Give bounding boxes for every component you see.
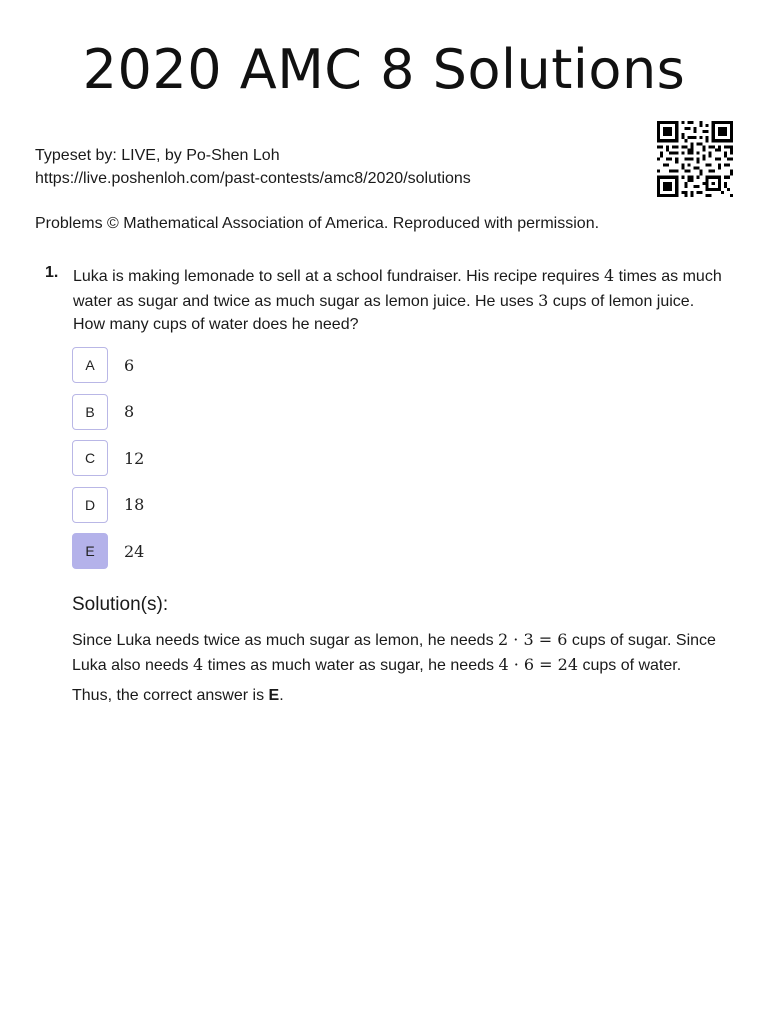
math-inline: 4 · 6 = 24 bbox=[498, 654, 578, 674]
answer-letter: E bbox=[268, 687, 280, 704]
typeset-credit: Typeset by: LIVE, by Po-Shen Loh bbox=[35, 147, 280, 164]
qr-code-icon bbox=[657, 121, 733, 197]
choice-d bbox=[72, 486, 144, 524]
choice-c-button[interactable]: C bbox=[72, 440, 108, 476]
choice-d-button[interactable]: D bbox=[72, 487, 108, 523]
choice-d-value: 18 bbox=[124, 495, 145, 514]
answer-text: Thus, the correct answer is bbox=[72, 687, 269, 704]
problem-text: Luka is making lemonade to sell at a school fundraiser. His recipe requires bbox=[73, 268, 604, 285]
answer-text: . bbox=[279, 687, 284, 704]
problem-number: 1. bbox=[45, 264, 59, 281]
choice-a-button[interactable]: A bbox=[72, 347, 108, 383]
math-inline: 4 bbox=[192, 654, 204, 674]
problem-statement bbox=[73, 264, 725, 337]
solution-text: times as much water as sugar, he needs bbox=[203, 656, 499, 674]
math-inline: 4 bbox=[603, 266, 615, 285]
choice-a-value: 6 bbox=[124, 355, 135, 375]
answer-choices bbox=[72, 346, 144, 579]
page-title: 2020 AMC 8 Solutions bbox=[82, 38, 686, 101]
choice-b-value: 8 bbox=[124, 402, 135, 421]
problem-1 bbox=[35, 264, 725, 337]
choice-b bbox=[72, 393, 144, 431]
solution-heading: Solution(s): bbox=[72, 594, 169, 615]
choice-e-value: 24 bbox=[124, 541, 145, 561]
document-meta bbox=[35, 144, 471, 190]
choice-e bbox=[72, 532, 144, 570]
answer-statement bbox=[72, 684, 727, 708]
choice-a bbox=[72, 346, 144, 384]
solution-body bbox=[72, 628, 727, 708]
problem-text: times as much water as sugar and twice as much sugar as lemon juice. He uses bbox=[73, 268, 722, 310]
math-inline: 3 bbox=[538, 290, 549, 310]
solution-text: Since Luka needs twice as much sugar as lemon, he needs bbox=[72, 632, 499, 649]
copyright-notice: Problems © Mathematical Association of America. Reproduced with permission. bbox=[35, 215, 600, 232]
choice-e-button[interactable]: E bbox=[72, 533, 108, 569]
choice-b-button[interactable]: B bbox=[72, 394, 108, 430]
math-inline: 2 · 3 = 6 bbox=[498, 630, 568, 649]
solutions-url[interactable]: https://live.poshenloh.com/past-contests/amc8/2020/solutions bbox=[35, 170, 471, 187]
solution-paragraph bbox=[72, 628, 727, 677]
solution-text: cups of water. bbox=[578, 656, 682, 674]
solution-text: cups of sugar. Since Luka also needs bbox=[72, 632, 716, 674]
choice-c bbox=[72, 439, 144, 477]
problem-text: cups of lemon juice. How many cups of water does he need? bbox=[73, 292, 695, 333]
choice-c-value: 12 bbox=[124, 448, 145, 468]
